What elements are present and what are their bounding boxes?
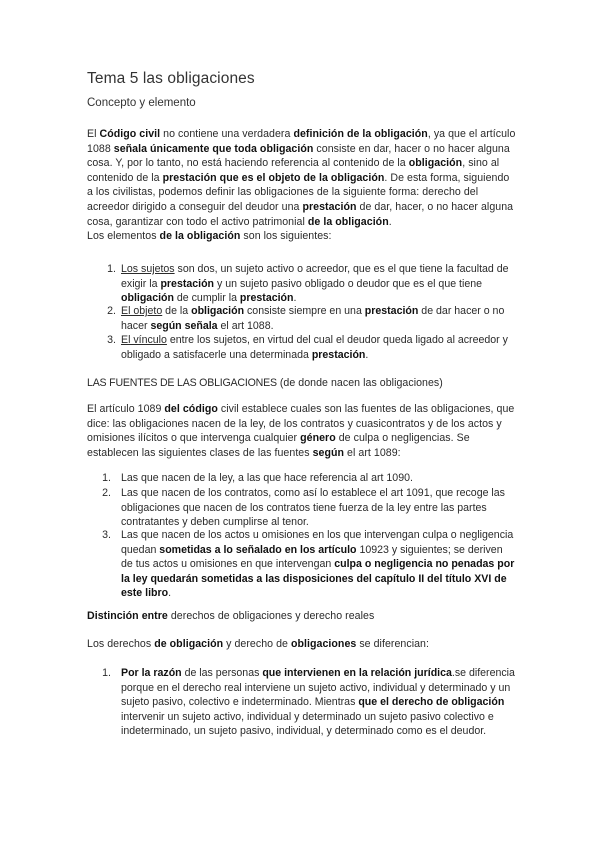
list-item-text: El objeto de la obligación consiste siempre en una prestación de dar hacer o no hacer según señala el art 1088. [121, 305, 505, 332]
section-subtitle: Concepto y elemento [87, 97, 196, 109]
list-item-text: El vínculo entre los sujetos, en virtud del cual el deudor queda ligado al acreedor y obligado a satisfacerle una determinada prestación. [121, 334, 508, 361]
fuentes-intro-paragraph: El artículo 1089 del código civil establece cuales son las fuentes de las obligaciones, que dice: las obligaciones nacen de la ley, de los contratos y cuasicontratos y de los actos y omisiones ilícitos o que intervenga cualquier género de culpa o negligencias. Se establecen las siguientes clases de las fuentes según el art 1089: [87, 403, 515, 459]
list-number: 2. [102, 487, 111, 499]
distincion-heading [87, 609, 517, 624]
text-run-bold: prestación que es el objeto de la obligación [162, 171, 385, 184]
list-item-text: Por la razón de las personas que intervienen en la relación jurídica.se diferencia porque en el derecho real interviene un sujeto activo, individual y determinado y un sujeto pasivo, colectivo e indeterminado. Mientras que el derecho de obligación intervenir un sujeto activo, individual y determinado un sujeto pasivo colectivo e indeterminado, un sujeto pasivo, individual, y determinado como es el deudor. [121, 667, 515, 738]
text-run: , ya que el artículo 1088 [87, 128, 516, 155]
diferencias-line: Los derechos de obligación y derecho de obligaciones se diferencian: [87, 638, 429, 650]
text-run: El [87, 128, 100, 140]
text-run: consiste en dar, hacer o no hacer alguna cosa. Y, por lo tanto, no está haciendo referencia al contenido de la [87, 142, 510, 170]
text-run-bold: señala únicamente que toda obligación [113, 142, 314, 155]
text-run: Los elementos [87, 230, 160, 243]
text-run-bold: Código civil [99, 128, 164, 140]
list-item-text: Las que nacen de la ley, a las que hace referencia al art 1090. [121, 472, 413, 484]
text-run-bold: de la obligación [159, 230, 241, 243]
heading-rest: derechos de obligaciones y derecho reales [167, 610, 375, 622]
list-number: 3. [107, 334, 116, 346]
underlined-term: Los sujetos [121, 263, 175, 275]
list-number: 1. [102, 667, 111, 679]
document-title: Tema 5 las obligaciones [87, 70, 255, 87]
underlined-term: El objeto [121, 305, 163, 317]
text-run: , sino al contenido de la [87, 157, 500, 184]
fuentes-heading [87, 376, 527, 391]
text-run: no contiene una verdadera [163, 128, 294, 140]
text-run: son los siguientes: [240, 230, 332, 243]
text-run-bold: prestación [302, 200, 357, 213]
text-run-bold: de la obligación [307, 215, 389, 228]
list-number: 2. [107, 305, 116, 317]
heading-rest: (de donde nacen las obligaciones) [276, 377, 443, 389]
text-run: . De esta forma, siguiendo a los civilistas, podemos definir las obligaciones de la siguiente forma: derecho del acreedor dirigido a conseguir del deudor una [87, 171, 510, 213]
list-number: 3. [102, 529, 111, 541]
heading-caps: LAS FUENTES DE LAS OBLIGACIONES [87, 377, 277, 389]
list-item-text: Las que nacen de los contratos, como así lo establece el art 1091, que recoge las obligaciones que nacen de los contratos tiene fuerza de la ley entre las partes contratantes y deben cumplirse al tenor. [121, 487, 505, 529]
list-number: 1. [102, 472, 111, 484]
intro-paragraph [87, 127, 517, 244]
text-run: de dar, hacer, o no hacer alguna cosa, garantizar con todo el activo patrimonial [87, 200, 514, 228]
underlined-term: El vínculo [121, 334, 167, 346]
list-item-text: Las que nacen de los actos u omisiones en los que intervengan culpa o negligencia quedan sometidas a lo señalado en los artículo 10923 y siguientes; se deriven de tus actos u omisiones en que intervengan culpa o negligencia no penadas por la ley quedarán sometidas a las disposiciones del capítulo II del título XVI de este libro. [121, 529, 515, 600]
text-run-bold: definición de la obligación [293, 128, 428, 140]
list-number: 1. [107, 263, 116, 275]
text-run-bold: obligación [408, 157, 463, 170]
list-item-text: Los sujetos son dos, un sujeto activo o acreedor, que es el que tiene la facultad de exigir la prestación y un sujeto pasivo obligado o deudor que es el que tiene obligación de cumplir la prestación. [121, 263, 509, 305]
text-run: . [388, 215, 392, 228]
heading-bold: Distinción entre [87, 610, 168, 622]
